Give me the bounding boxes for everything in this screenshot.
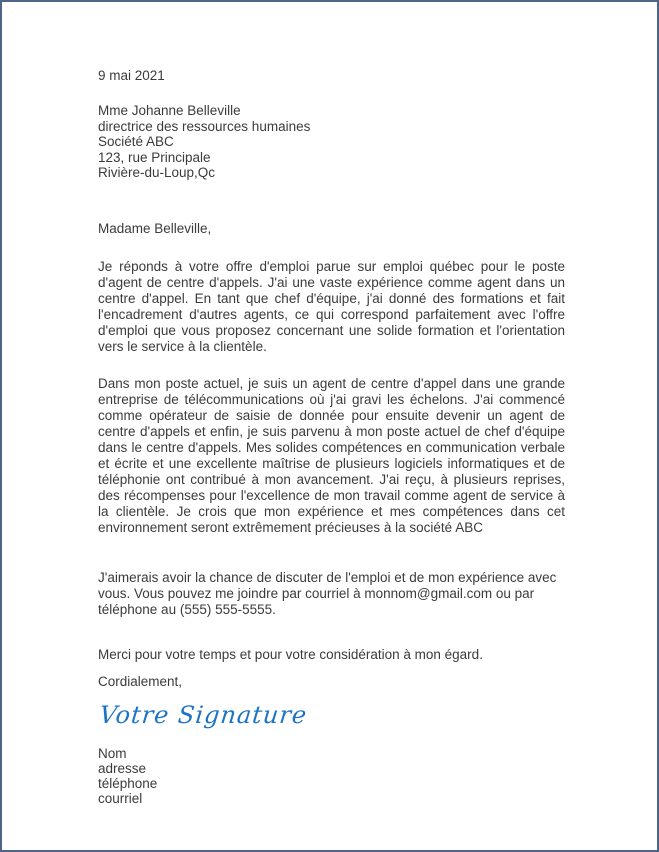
sender-name-placeholder: Nom	[98, 745, 127, 761]
sender-placeholder-block	[98, 746, 565, 806]
body-paragraph-2: Dans mon poste actuel, je suis un agent de centre d'appel dans une grande entreprise de télécommunications où j'ai gravi les échelons. J'ai commencé comme opérateur de saisie de donnée pour ensuite devenir un agent de centre d'appels et enfin, je suis parvenu à mon poste actuel de chef d'équipe dans le centre d'appels. Mes solides compétences en communication verbale et écrite et une excellente maîtrise de plusieurs logiciels informatiques et de téléphonie ont contribué à mon avancement. J'ai reçu, à plusieurs reprises, des récompenses pour l'excellence de mon travail comme agent de service à la clientèle. Je crois que mon expérience et mes compétences dans cet environnement seront extrêmement précieuses à la société ABC	[98, 375, 565, 535]
recipient-name: Mme Johanne Belleville	[98, 103, 241, 118]
letter-date: 9 mai 2021	[98, 68, 165, 83]
sender-phone-placeholder: téléphone	[98, 775, 158, 791]
recipient-block	[98, 103, 565, 181]
thanks-line: Merci pour votre temps et pour votre considération à mon égard.	[98, 646, 483, 662]
recipient-street: 123, rue Principale	[98, 149, 211, 165]
closing-line: Cordialement,	[98, 673, 183, 689]
body-paragraph-3: J'aimerais avoir la chance de discuter de l'emploi et de mon expérience avec vous. Vous pouvez me joindre par courriel à monnom@gmail.com ou par téléphone au (555) 555-5555.	[98, 569, 557, 617]
recipient-city: Rivière-du-Loup,Qc	[98, 165, 216, 180]
letter-content	[98, 68, 565, 806]
sender-address-placeholder: adresse	[98, 760, 147, 776]
signature-script: Votre Signature	[98, 700, 309, 729]
recipient-title: directrice des ressources humaines	[98, 118, 311, 134]
salutation: Madame Belleville,	[98, 220, 212, 236]
sender-email-placeholder: courriel	[98, 790, 143, 806]
body-paragraph-1: Je réponds à votre offre d'emploi parue sur emploi québec pour le poste d'agent de centre d'appels. J'ai une vaste expérience comme agent dans un centre d'appel. En tant que chef d'équipe, j'ai donné des formations et fait l'encadrement d'autres agents, ce qui correspond parfaitement avec l'offre d'emploi que vous proposez concernant une solide formation et l'orientation vers le service à la clientèle.	[98, 258, 565, 354]
recipient-company: Société ABC	[98, 134, 174, 149]
